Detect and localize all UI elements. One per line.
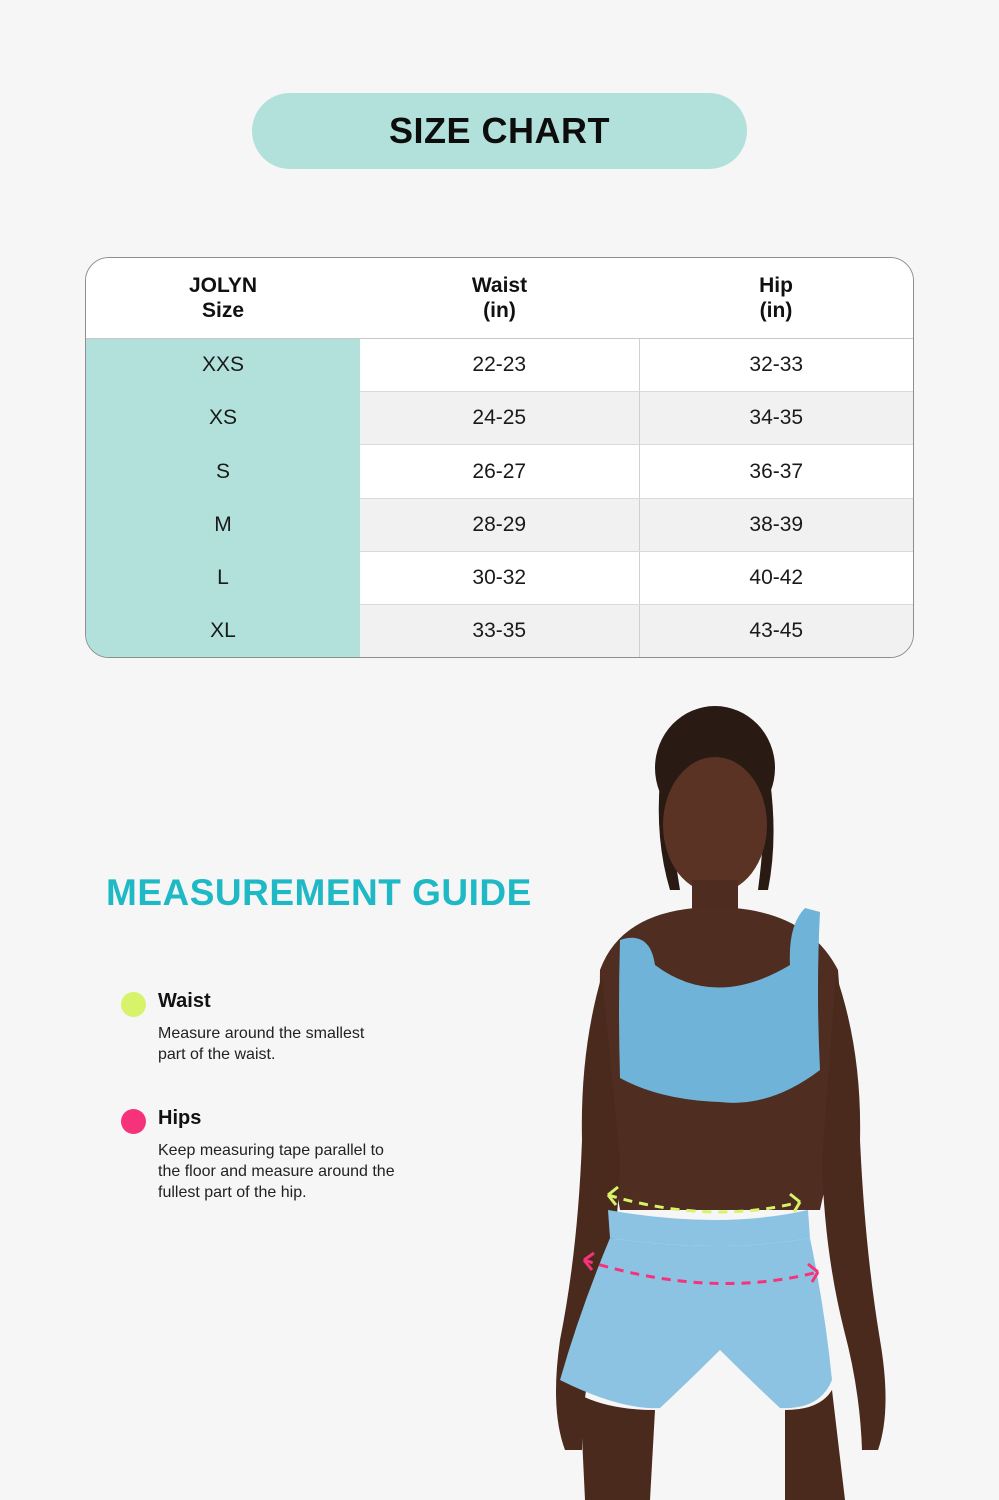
- size-cell: XXS: [86, 339, 360, 392]
- hip-cell: 38-39: [639, 498, 913, 551]
- hip-cell: 43-45: [639, 605, 913, 657]
- waist-cell: 22-23: [360, 339, 639, 392]
- desc-line: the floor and measure around the: [158, 1163, 395, 1180]
- guide-item-label: Waist: [158, 990, 211, 1012]
- table-row: [86, 392, 913, 445]
- model-photo: [520, 690, 920, 1500]
- header-waist-line2: (in): [483, 299, 516, 322]
- header-size-line1: JOLYN: [188, 274, 258, 297]
- waist-cell: 24-25: [360, 392, 639, 445]
- guide-item-label: Hips: [158, 1107, 202, 1129]
- hip-cell: 36-37: [639, 445, 913, 498]
- size-cell: S: [86, 445, 360, 498]
- table-header-row: [86, 258, 913, 339]
- measurement-guide-title: MEASUREMENT GUIDE: [106, 872, 532, 913]
- size-chart-title: SIZE CHART: [252, 93, 747, 169]
- table-row: [86, 605, 913, 657]
- size-cell: XS: [86, 392, 360, 445]
- desc-line: Keep measuring tape parallel to: [158, 1142, 384, 1159]
- size-cell: M: [86, 498, 360, 551]
- hip-cell: 40-42: [639, 551, 913, 604]
- shorts-waistband-shape: [608, 1210, 810, 1246]
- waist-cell: 30-32: [360, 551, 639, 604]
- header-size: [86, 258, 360, 339]
- hip-cell: 32-33: [639, 339, 913, 392]
- table-row: [86, 551, 913, 604]
- hips-dot-icon: [121, 1109, 146, 1134]
- desc-line: part of the waist.: [158, 1046, 276, 1063]
- hip-cell: 34-35: [639, 392, 913, 445]
- waist-dot-icon: [121, 992, 146, 1017]
- table-row: [86, 445, 913, 498]
- header-hip-line1: Hip: [759, 274, 793, 297]
- guide-item-description: [158, 1023, 458, 1065]
- header-waist: [360, 258, 639, 339]
- waist-cell: 33-35: [360, 605, 639, 657]
- header-hip: [639, 258, 913, 339]
- guide-item-description: [158, 1140, 458, 1203]
- desc-line: fullest part of the hip.: [158, 1184, 307, 1201]
- face-shape: [663, 757, 767, 893]
- size-cell: XL: [86, 605, 360, 657]
- desc-line: Measure around the smallest: [158, 1025, 365, 1042]
- header-size-line2: Size: [201, 299, 245, 322]
- size-table: [85, 257, 914, 658]
- table-row: [86, 339, 913, 392]
- table-row: [86, 498, 913, 551]
- header-hip-line2: (in): [759, 299, 793, 322]
- size-cell: L: [86, 551, 360, 604]
- waist-cell: 28-29: [360, 498, 639, 551]
- waist-cell: 26-27: [360, 445, 639, 498]
- header-waist-line1: Waist: [471, 274, 528, 297]
